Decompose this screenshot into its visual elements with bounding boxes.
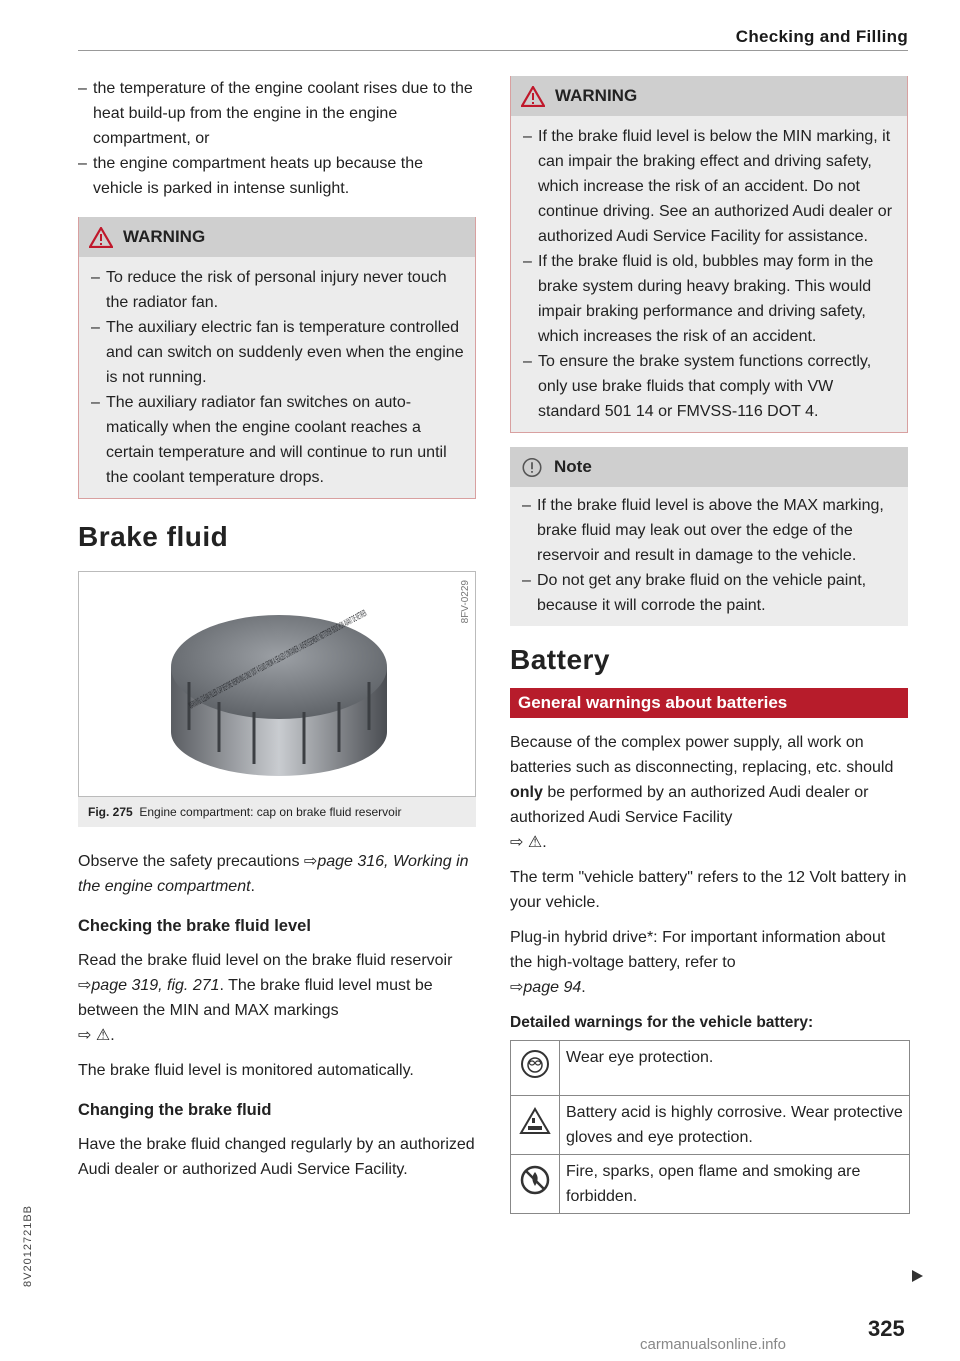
- brake-warning-box: [510, 76, 908, 433]
- figure-caption: [78, 797, 476, 827]
- battery-paragraph-3: Plug-in hybrid drive*: For important information about the high-voltage battery, refer to ⇨page 94.: [510, 929, 886, 996]
- no-fire-icon: [511, 1155, 560, 1214]
- right-column: [510, 76, 908, 1214]
- xref-link[interactable]: page 316, Working in the engine compartment: [78, 853, 469, 895]
- warning-title: WARNING: [123, 227, 206, 246]
- figure-label: Fig. 275: [88, 805, 133, 819]
- warning-triangle-icon: [521, 86, 545, 107]
- list-item: – the engine compartment heats up because the vehicle is parked in intense sunlight.: [78, 151, 476, 201]
- table-cell: Wear eye protection.: [560, 1041, 910, 1096]
- warning-header: [511, 76, 907, 116]
- brake-fluid-cap-illustration: [79, 572, 475, 794]
- header-rule: [78, 50, 908, 51]
- section-title: Checking and Filling: [735, 27, 908, 46]
- detailed-warnings-heading: Detailed warnings for the vehicle battery:: [510, 1014, 814, 1031]
- warning-title: WARNING: [555, 86, 638, 105]
- note-header: [510, 447, 908, 487]
- general-warnings-banner: General warnings about batteries: [510, 688, 908, 718]
- battery-paragraph-2: The term "vehicle battery" refers to the 12 Volt battery in your vehicle.: [510, 869, 907, 911]
- checking-paragraph: Read the brake fluid level on the brake fluid reservoir ⇨page 319, fig. 271. The brake fluid level must be between the MIN and MAX markings ⇨ ⚠.: [78, 952, 453, 1044]
- warning-header: [79, 217, 475, 257]
- watermark: carmanualsonline.info: [640, 1336, 786, 1353]
- figure-id: 8FV-0229: [460, 580, 471, 624]
- note-box: [510, 447, 908, 626]
- warning-item: – To ensure the brake system functions correctly, only use brake fluids that comply with VW standard 501 14 or FMVSS-116 DOT 4.: [523, 349, 897, 424]
- figure: [78, 571, 476, 827]
- list-item: – the temperature of the engine coolant rises due to the heat build-up from the engine in the engine compartment, or: [78, 76, 476, 151]
- figure-image: [78, 571, 476, 797]
- fan-warning-box: [78, 217, 476, 499]
- table-cell: Battery acid is highly corrosive. Wear protective gloves and eye protection.: [560, 1096, 910, 1155]
- intro-list: [78, 76, 476, 201]
- warning-item: – If the brake fluid is old, bubbles may form in the brake system during heavy braking. This would impair braking performance and driving safety, which increases the risk of an accident.: [523, 249, 897, 349]
- page-number: 325: [868, 1316, 905, 1341]
- xref-arrow[interactable]: ⇨: [303, 853, 318, 870]
- warning-item: – The auxiliary electric fan is temperature controlled and can switch on suddenly even when the engine is not running.: [91, 315, 465, 390]
- warning-item: – If the brake fluid level is below the MIN marking, it can impair the braking effect and driving safety, which increase the risk of an accident. Do not continue driving. See an authorized Audi dealer or authorized Audi Service Facility for assistance.: [523, 124, 897, 249]
- changing-paragraph: Have the brake fluid changed regularly by an authorized Audi dealer or authorized Audi Service Facility.: [78, 1136, 475, 1178]
- monitored-paragraph: The brake fluid level is monitored automatically.: [78, 1062, 414, 1079]
- battery-paragraph-1: Because of the complex power supply, all work on batteries such as disconnecting, replacing, etc. should only be performed by an authorized Audi dealer or authorized Audi Service Facility ⇨ ⚠.: [510, 734, 894, 851]
- table-row: [511, 1096, 910, 1155]
- note-exclamation-icon: [520, 457, 544, 478]
- observe-paragraph: Observe the safety precautions ⇨page 316, Working in the engine compartment.: [78, 853, 469, 895]
- warning-triangle-icon: [89, 227, 113, 248]
- battery-heading: Battery: [510, 644, 610, 675]
- figure-caption-text: Engine compartment: cap on brake fluid reservoir: [139, 805, 402, 819]
- document-code: 8V2012721BB: [22, 1205, 34, 1287]
- note-title: Note: [554, 457, 592, 476]
- note-item: – If the brake fluid level is above the MAX marking, brake fluid may leak out over the edge of the reservoir and result in damage to the vehicle.: [522, 493, 898, 568]
- table-cell: Fire, sparks, open flame and smoking are forbidden.: [560, 1155, 910, 1214]
- eye-protection-icon: [511, 1041, 560, 1096]
- warning-item: – The auxiliary radiator fan switches on automatically when the engine coolant reaches a certain temperature and will continue to run until the coolant temperature drops.: [91, 390, 465, 490]
- xref-link[interactable]: page 94: [523, 979, 582, 996]
- left-column: [78, 76, 476, 1182]
- corrosive-icon: [511, 1096, 560, 1155]
- xref-link[interactable]: page 319, fig. 271: [91, 977, 220, 994]
- brake-fluid-heading: Brake fluid: [78, 521, 229, 552]
- xref-arrow[interactable]: ⇨: [78, 977, 92, 994]
- checking-heading: Checking the brake fluid level: [78, 917, 311, 935]
- continue-arrow-icon: [912, 1270, 923, 1282]
- changing-heading: Changing the brake fluid: [78, 1101, 272, 1119]
- emphasis: only: [510, 784, 543, 801]
- note-item: – Do not get any brake fluid on the vehicle paint, because it will corrode the paint.: [522, 568, 898, 618]
- warning-ref[interactable]: ⇨ ⚠.: [78, 1027, 115, 1044]
- warning-ref[interactable]: ⇨ ⚠.: [510, 834, 547, 851]
- xref-arrow[interactable]: ⇨: [510, 979, 524, 996]
- warning-item: – To reduce the risk of personal injury never touch the radiator fan.: [91, 265, 465, 315]
- battery-warnings-table: [510, 1040, 910, 1214]
- table-row: [511, 1155, 910, 1214]
- table-row: [511, 1041, 910, 1096]
